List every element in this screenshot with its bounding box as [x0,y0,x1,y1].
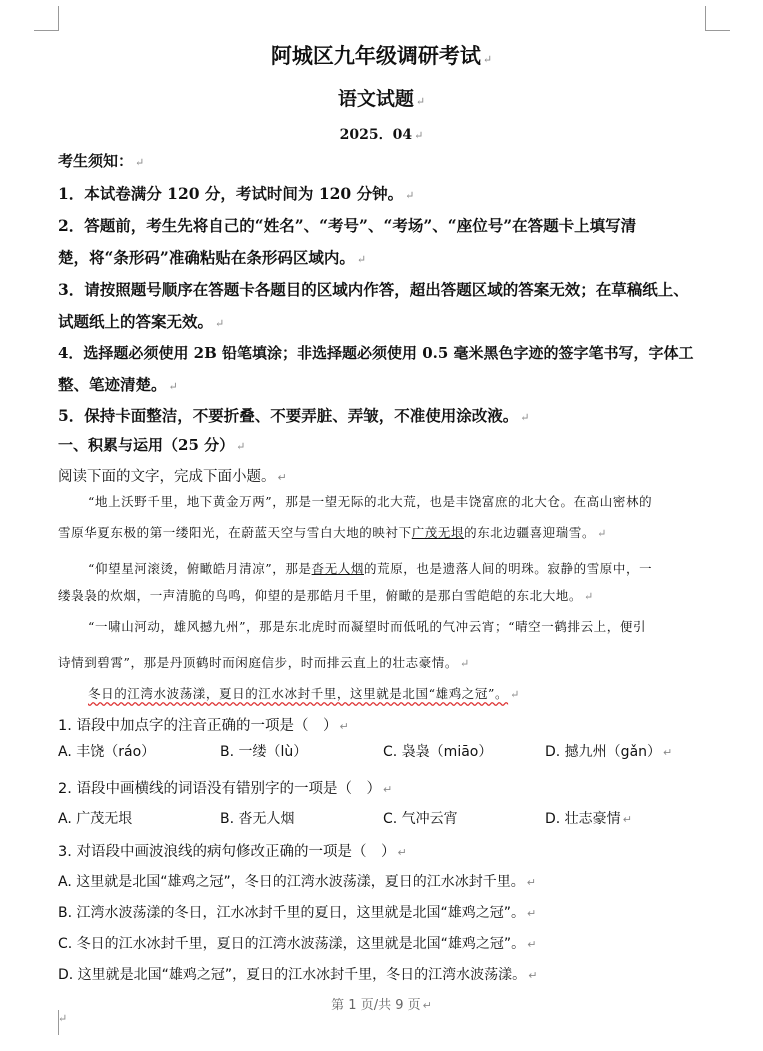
passage-p4: 冬日的江湾水波荡漾，夏日的江水冰封千里，这里就是北国“雄鸡之冠”。 ↵ [88,686,520,701]
passage-p3-line-2: 诗情到碧霄”，那是丹顶鹤时而闲庭信步，时而排云直上的壮志豪情。 ↵ [58,655,470,670]
notice-item-2-line-1: 2．答题前，考生先将自己的“姓名”、“考号”、“考场”、“座位号”在答题卡上填写清 [58,216,637,235]
notice-item-5: 5．保持卡面整洁，不要折叠、不要弄脏、弄皱，不准使用涂改液。 ↵ [58,406,530,425]
question-1-option-c: C. 袅袅（miāo） [383,744,493,760]
question-2-stem: 2. 语段中画横线的词语没有错别字的一项是（ ） ↵ [58,781,393,797]
crop-mark-top-left-vertical [58,6,59,31]
notice-item-3-line-2: 试题纸上的答案无效。 ↵ [58,312,225,331]
wavy-underlined-sentence: 冬日的江湾水波荡漾，夏日的江水冰封千里，这里就是北国“雄鸡之冠”。 [88,686,509,701]
question-2-option-a: A. 广茂无垠 [58,811,133,827]
notice-item-4-line-2: 整、笔迹清楚。 ↵ [58,375,178,394]
notice-item-2-line-2: 楚，将“条形码”准确粘贴在条形码区域内。 ↵ [58,248,367,267]
question-2-option-c: C. 气冲云宵 [383,811,458,827]
question-1-option-b: B. 一缕（lù） [220,744,308,760]
crop-mark-top-left-horizontal [34,30,59,31]
crop-mark-top-right-horizontal [705,30,730,31]
document-subtitle: 语文试题 ↵ [337,88,426,110]
section-heading: 一、积累与运用（25 分） ↵ [58,436,246,454]
question-1-option-a: A. 丰饶（ráo） [58,744,156,760]
passage-p1-line-1: “地上沃野千里，地下黄金万两”，那是一望无际的北大荒，也是丰饶富庶的北大仓。在高山密林的 [88,494,653,509]
question-3-stem: 3. 对语段中画波浪线的病句修改正确的一项是（ ） ↵ [58,844,407,860]
question-2-option-b: B. 沓无人烟 [220,811,295,827]
underlined-word-1: 广茂无垠 [411,525,465,540]
reading-instruction: 阅读下面的文字，完成下面小题。 ↵ [58,469,287,485]
question-3-option-a: A. 这里就是北国“雄鸡之冠”，冬日的江湾水波荡漾，夏日的江水冰封千里。 ↵ [58,874,536,890]
question-2-option-d: D. 壮志豪情 ↵ [545,811,632,827]
notice-item-1: 1．本试卷满分 120 分，考试时间为 120 分钟。 ↵ [58,184,415,203]
document-title: 阿城区九年级调研考试 ↵ [270,43,493,68]
crop-mark-top-right-vertical [705,6,706,31]
notice-heading: 考生须知： ↵ [58,152,145,170]
notice-item-4-line-1: 4．选择题必须使用 2B 铅笔填涂；非选择题必须使用 0.5 毫米黑色字迹的签字笔书写，字体工 [58,344,694,362]
passage-p2-line-1: “仰望星河滚烫，俯瞰皓月清凉”，那是沓无人烟的荒原，也是遗落人间的明珠。寂静的雪原中，一 [88,561,653,576]
question-3-option-c: C. 冬日的江水冰封千里，夏日的江湾水波荡漾，这里就是北国“雄鸡之冠”。 ↵ [58,936,537,952]
question-3-option-b: B. 江湾水波荡漾的冬日，江水冰封千里的夏日，这里就是北国“雄鸡之冠”。 ↵ [58,905,537,921]
notice-item-3-line-1: 3．请按照题号顺序在答题卡各题目的区域内作答，超出答题区域的答案无效；在草稿纸上、 [58,280,689,299]
end-paragraph-mark: ↵ [58,1012,68,1025]
question-3-option-d: D. 这里就是北国“雄鸡之冠”，夏日的江水冰封千里，冬日的江湾水波荡漾。 ↵ [58,967,538,983]
passage-p2-line-2: 缕袅袅的炊烟，一声清脆的鸟鸣，仰望的是那皓月千里，俯瞰的是那白雪皑皑的东北大地。 ↵ [58,588,594,603]
passage-p1-line-2: 雪原华夏东极的第一缕阳光，在蔚蓝天空与雪白大地的映衬下广茂无垠的东北边疆喜迎瑞雪。 ↵ [58,525,607,540]
exam-date: 2025．04 ↵ [339,127,424,143]
page-number: 第 1 页/共 9 页 ↵ [331,998,432,1013]
underlined-word-2: 沓无人烟 [311,561,364,576]
question-1-option-d: D. 撼九州（gǎn） ↵ [545,744,673,760]
passage-p3-line-1: “一啸山河动，雄风撼九州”，那是东北虎时而凝望时而低吼的气冲云宵；“晴空一鹤排云上，便引 [88,619,647,634]
question-1-stem: 1. 语段中加点字的注音正确的一项是（ ） ↵ [58,718,349,734]
